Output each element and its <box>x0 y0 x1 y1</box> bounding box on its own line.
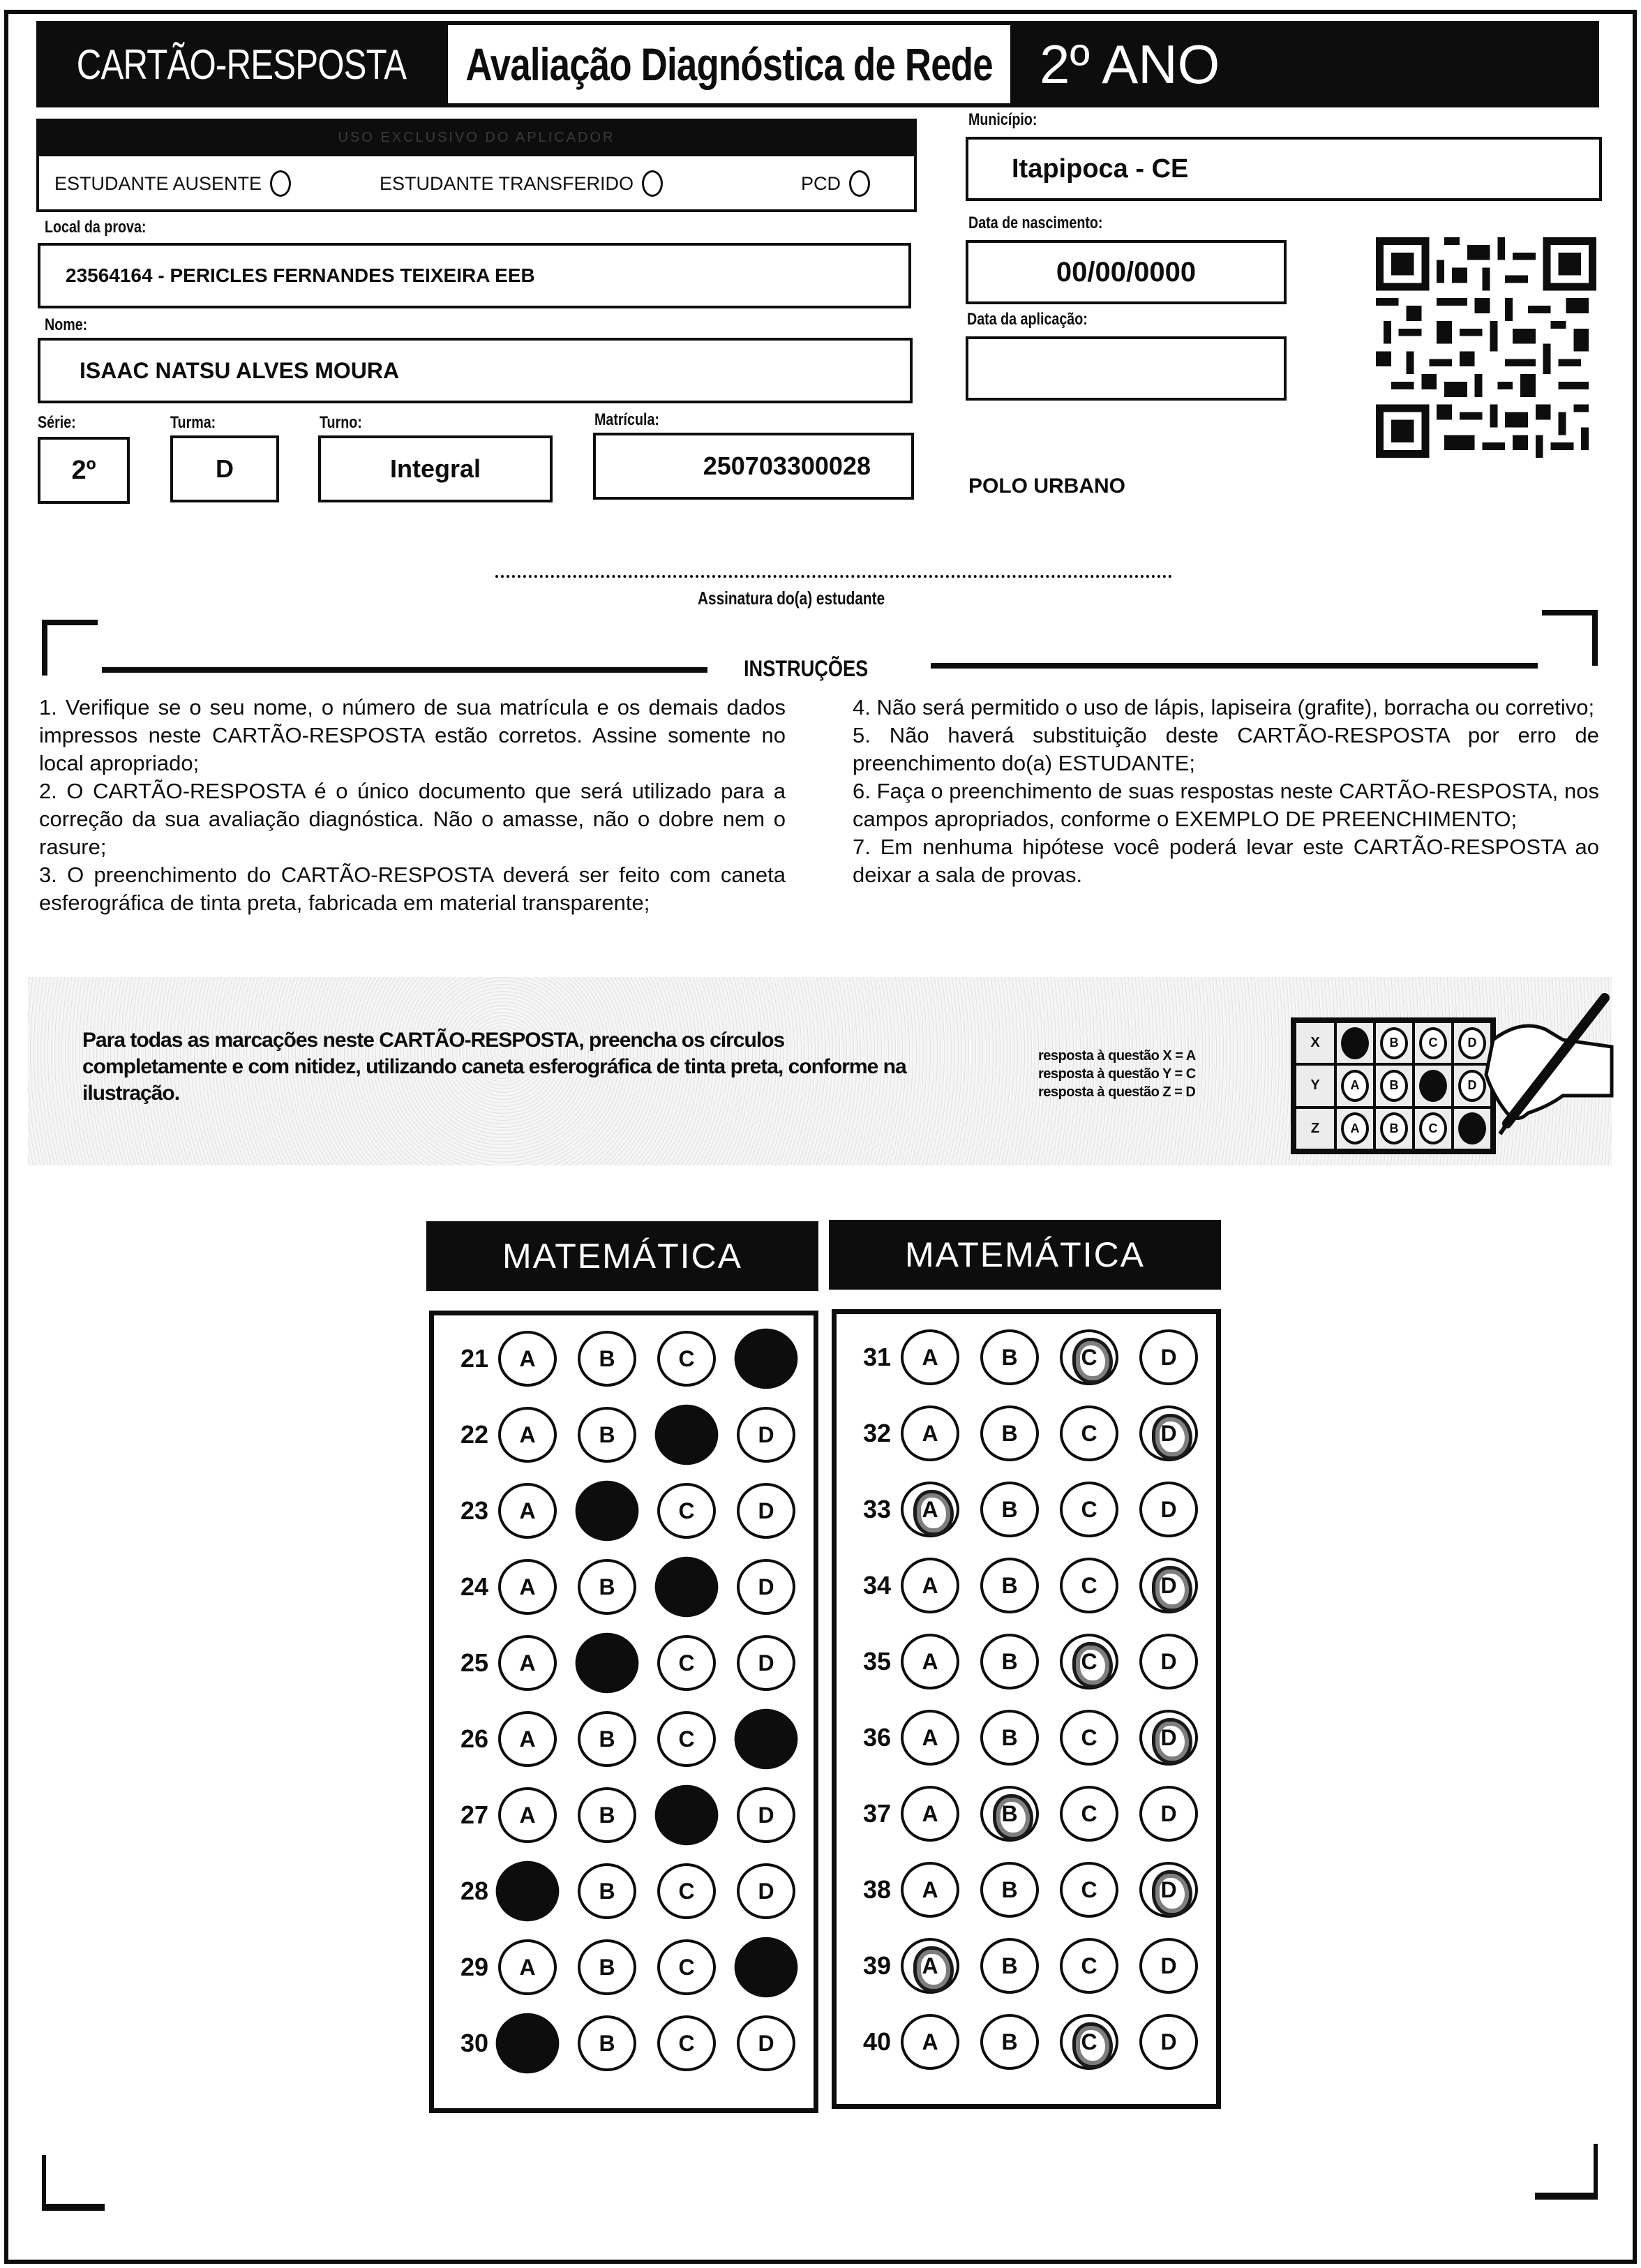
answer-bubble-d[interactable]: D <box>737 1863 795 1919</box>
local-label: Local da prova: <box>45 218 147 237</box>
answer-bubble-a[interactable]: A <box>901 1862 959 1918</box>
instruction-item: 2. O CARTÃO-RESPOSTA é o único documento que será utilizado para a correção da sua avaliação diagnóstica. Não o amasse, não o dobre nem o rasure; <box>39 779 786 859</box>
answer-bubble-a[interactable]: A <box>901 1786 959 1842</box>
answer-bubble-b[interactable]: B <box>578 2015 636 2071</box>
legend-line: resposta à questão Z = D <box>1038 1084 1196 1100</box>
answer-bubble-b[interactable]: B <box>980 1558 1039 1613</box>
nome-field <box>38 338 913 403</box>
instruction-item: 3. O preenchimento do CARTÃO-RESPOSTA deverá ser feito com caneta esferográfica de tinta preta, fabricada em material transparente; <box>39 863 786 915</box>
answer-bubble-a-marked[interactable]: A <box>901 1938 959 1994</box>
answer-bubble-d[interactable]: D <box>1139 2014 1198 2070</box>
answer-bubble-d-marked[interactable]: D <box>735 1937 798 1997</box>
example-bubble: B <box>1380 1112 1408 1144</box>
answer-grid-left <box>429 1311 818 2113</box>
municipio-field <box>966 137 1602 201</box>
instructions-title: INSTRUÇÕES <box>744 656 869 681</box>
serie-value: 2º <box>71 455 96 485</box>
matricula-field <box>593 433 914 500</box>
answer-bubble-a[interactable]: A <box>901 1405 959 1461</box>
question-row <box>837 1779 1198 1849</box>
example-text: Para todas as marcações neste CARTÃO-RESPOSTA, preencha os círculos completamente e com nitidez, utilizando caneta esferográfica de tinta preta, conforme na ilustração. <box>82 1029 906 1105</box>
question-number: 32 <box>862 1419 891 1447</box>
turma-field <box>170 435 279 502</box>
question-row <box>434 1400 795 1470</box>
serie-field <box>38 437 130 504</box>
answer-bubble-d[interactable]: D <box>737 1407 795 1463</box>
question-row <box>434 1476 795 1546</box>
answer-bubble-b[interactable]: B <box>980 1710 1039 1766</box>
answer-bubble-b[interactable]: B <box>980 1329 1039 1385</box>
answer-bubble-c[interactable]: C <box>657 1939 716 1995</box>
signature-line[interactable] <box>495 575 1172 578</box>
answer-bubble-d[interactable]: D <box>737 1483 795 1539</box>
signature-label: Assinatura do(a) estudante <box>698 588 885 609</box>
answer-bubble-d-marked[interactable]: D <box>735 1709 798 1769</box>
answer-bubble-d-marked[interactable]: D <box>1139 1405 1198 1461</box>
answer-bubble-a[interactable]: A <box>498 1331 557 1387</box>
question-number: 37 <box>862 1799 891 1828</box>
answer-bubble-c[interactable]: C <box>1060 1482 1118 1537</box>
section-header-right: MATEMÁTICA <box>829 1220 1221 1290</box>
question-number: 34 <box>862 1571 891 1599</box>
answer-bubble-c-marked[interactable]: C <box>655 1557 719 1617</box>
aplicacao-field <box>966 336 1287 401</box>
example-bubble: B <box>1380 1070 1408 1102</box>
answer-bubble-d-marked[interactable]: D <box>1139 1862 1198 1918</box>
answer-bubble-a[interactable]: A <box>498 1559 557 1615</box>
answer-bubble-a[interactable]: A <box>498 1483 557 1539</box>
question-number: 33 <box>862 1495 891 1523</box>
question-number: 29 <box>460 1953 488 1981</box>
answer-bubble-c-marked[interactable]: C <box>655 1405 719 1465</box>
nome-value: ISAAC NATSU ALVES MOURA <box>80 357 400 383</box>
legend-line: resposta à questão X = A <box>1038 1048 1196 1064</box>
example-question-label: Z <box>1295 1107 1335 1150</box>
exam-title-box <box>448 25 1010 103</box>
question-number: 28 <box>460 1877 488 1905</box>
question-number: 35 <box>862 1647 891 1676</box>
answer-bubble-b[interactable]: B <box>980 2014 1039 2070</box>
instruction-item: 1. Verifique se o seu nome, o número de sua matrícula e os demais dados impressos neste CARTÃO-RESPOSTA estão corretos. Assine somente no local apropriado; <box>39 695 786 775</box>
answer-bubble-b[interactable]: B <box>578 1559 636 1615</box>
answer-bubble-d-marked[interactable]: D <box>735 1329 798 1389</box>
qr-code-icon <box>1376 237 1596 458</box>
legend-line: resposta à questão Y = C <box>1038 1066 1196 1082</box>
question-row <box>837 2007 1198 2077</box>
answer-bubble-b[interactable]: B <box>578 1407 636 1463</box>
question-number: 39 <box>862 1951 891 1980</box>
example-bubble: C <box>1419 1112 1447 1144</box>
answer-bubble-c[interactable]: C <box>657 1711 716 1767</box>
answer-bubble-b[interactable]: B <box>578 1787 636 1843</box>
radio-circle-icon[interactable] <box>270 170 291 197</box>
answer-bubble-c-marked[interactable]: C <box>1060 1634 1118 1689</box>
option-label: PCD <box>801 172 841 194</box>
answer-bubble-d[interactable]: D <box>737 1559 795 1615</box>
local-field <box>38 243 911 308</box>
answer-bubble-b-marked[interactable]: B <box>980 1786 1039 1842</box>
answer-bubble-a[interactable]: A <box>498 1787 557 1843</box>
answer-bubble-b[interactable]: B <box>578 1331 636 1387</box>
answer-bubble-b[interactable]: B <box>980 1634 1039 1689</box>
question-row <box>434 1324 795 1394</box>
answer-bubble-d[interactable]: D <box>1139 1482 1198 1537</box>
answer-bubble-d[interactable]: D <box>1139 1634 1198 1689</box>
answer-bubble-a[interactable]: A <box>498 1407 557 1463</box>
answer-bubble-c[interactable]: C <box>1060 1558 1118 1613</box>
question-row <box>837 1931 1198 2001</box>
question-row <box>434 1780 795 1850</box>
answer-bubble-c[interactable]: C <box>1060 1405 1118 1461</box>
answer-bubble-c[interactable]: C <box>1060 1862 1118 1918</box>
question-number: 36 <box>862 1723 891 1752</box>
answer-bubble-a[interactable]: A <box>498 1635 557 1691</box>
question-row <box>837 1855 1198 1925</box>
answer-bubble-a-marked[interactable]: A <box>496 2013 560 2073</box>
option-label: ESTUDANTE AUSENTE <box>54 172 262 194</box>
instruction-item: 7. Em nenhuma hipótese você poderá levar este CARTÃO-RESPOSTA ao deixar a sala de provas. <box>853 835 1599 887</box>
option-estudante-ausente[interactable] <box>54 170 291 197</box>
answer-bubble-a[interactable]: A <box>901 1558 959 1613</box>
instructions-right-column <box>853 694 1599 889</box>
example-bubble-filled <box>1419 1070 1447 1102</box>
aplicador-strip: USO EXCLUSIVO DO APLICADOR <box>36 119 917 156</box>
question-number: 22 <box>460 1420 488 1449</box>
answer-bubble-d[interactable]: D <box>737 1635 795 1691</box>
question-number: 24 <box>460 1572 488 1601</box>
question-row <box>837 1322 1198 1392</box>
instruction-item: 6. Faça o preenchimento de suas respostas neste CARTÃO-RESPOSTA, nos campos apropriados, conforme o EXEMPLO DE PREENCHIMENTO; <box>853 779 1599 831</box>
corner-mark-top-left <box>42 620 98 676</box>
answer-bubble-b-marked[interactable]: B <box>576 1633 639 1693</box>
municipio-label: Município: <box>968 110 1037 129</box>
answer-bubble-c[interactable]: C <box>657 2015 716 2071</box>
turno-field <box>318 435 553 502</box>
instructions-left-column <box>39 694 786 917</box>
instruction-item: 5. Não haverá substituição deste CARTÃO-RESPOSTA por erro de preenchimento do(a) ESTUDANTE; <box>853 723 1599 775</box>
answer-bubble-b[interactable]: B <box>980 1482 1039 1537</box>
example-question-label: X <box>1295 1022 1335 1064</box>
municipio-value: Itapipoca - CE <box>1012 154 1189 184</box>
answer-bubble-b[interactable]: B <box>578 1939 636 1995</box>
example-bubble: D <box>1458 1027 1486 1059</box>
corner-mark-bottom-right <box>1535 2144 1598 2200</box>
answer-bubble-d[interactable]: D <box>737 1787 795 1843</box>
aplicacao-label: Data da aplicação: <box>967 310 1088 329</box>
turno-label: Turno: <box>320 413 362 432</box>
example-question-label: Y <box>1295 1064 1335 1107</box>
option-label: ESTUDANTE TRANSFERIDO <box>380 172 634 194</box>
answer-bubble-c[interactable]: C <box>657 1635 716 1691</box>
nome-label: Nome: <box>45 315 88 334</box>
answer-bubble-b-marked[interactable]: B <box>576 1481 639 1541</box>
answer-bubble-d-marked[interactable]: D <box>1139 1558 1198 1613</box>
answer-bubble-b[interactable]: B <box>578 1711 636 1767</box>
question-row <box>434 1704 795 1774</box>
nascimento-field <box>966 240 1287 304</box>
question-row <box>837 1398 1198 1468</box>
question-row <box>837 1551 1198 1620</box>
answer-bubble-c[interactable]: C <box>657 1483 716 1539</box>
answer-bubble-a[interactable]: A <box>498 1939 557 1995</box>
section-header-left: MATEMÁTICA <box>426 1221 818 1291</box>
example-bubble: A <box>1341 1070 1369 1102</box>
matricula-value: 250703300028 <box>703 452 871 480</box>
answer-bubble-c-marked[interactable]: C <box>1060 1329 1118 1385</box>
question-row <box>434 1932 795 2002</box>
answer-bubble-a[interactable]: A <box>901 1710 959 1766</box>
instructions-rule-right <box>931 663 1538 669</box>
hand-with-pen-icon <box>1479 991 1619 1151</box>
example-bubble: A <box>1341 1112 1369 1144</box>
serie-label: Série: <box>38 413 76 432</box>
answer-bubble-a-marked[interactable]: A <box>496 1861 560 1921</box>
nascimento-value: 00/00/0000 <box>1056 256 1197 288</box>
question-row <box>434 1628 795 1698</box>
question-row <box>837 1475 1198 1544</box>
example-bubble: B <box>1380 1027 1408 1059</box>
option-pcd[interactable] <box>801 170 870 197</box>
example-grid <box>1291 1017 1496 1154</box>
answer-bubble-b[interactable]: B <box>980 1862 1039 1918</box>
example-bubble: D <box>1458 1070 1486 1102</box>
question-row <box>837 1627 1198 1696</box>
grade-title: 2º ANO <box>1040 33 1220 95</box>
answer-bubble-c[interactable]: C <box>1060 1786 1118 1842</box>
question-number: 26 <box>460 1724 488 1753</box>
answer-bubble-c-marked[interactable]: C <box>655 1785 719 1845</box>
question-number: 27 <box>460 1800 488 1829</box>
local-value: 23564164 - PERICLES FERNANDES TEIXEIRA EEB <box>66 264 535 286</box>
answer-bubble-b[interactable]: B <box>980 1405 1039 1461</box>
answer-bubble-a-marked[interactable]: A <box>901 1482 959 1537</box>
answer-bubble-c[interactable]: C <box>1060 1938 1118 1994</box>
question-row <box>434 1552 795 1622</box>
example-bubble-filled <box>1341 1027 1369 1059</box>
question-row <box>837 1703 1198 1773</box>
answer-bubble-a[interactable]: A <box>498 1711 557 1767</box>
question-number: 25 <box>460 1648 488 1677</box>
question-number: 38 <box>862 1875 891 1904</box>
answer-bubble-c[interactable]: C <box>657 1863 716 1919</box>
answer-bubble-a[interactable]: A <box>901 2014 959 2070</box>
turno-value: Integral <box>389 454 481 483</box>
answer-bubble-d[interactable]: D <box>737 2015 795 2071</box>
instruction-item: 4. Não será permitido o uso de lápis, lapiseira (grafite), borracha ou corretivo; <box>853 695 1595 719</box>
radio-circle-icon[interactable] <box>849 170 870 197</box>
question-number: 40 <box>862 2027 891 2056</box>
answer-bubble-b[interactable]: B <box>980 1938 1039 1994</box>
matricula-label: Matrícula: <box>594 410 659 429</box>
exam-title: Avaliação Diagnóstica de Rede <box>465 38 993 90</box>
answer-bubble-c-marked[interactable]: C <box>1060 2014 1118 2070</box>
answer-bubble-d[interactable]: D <box>1139 1938 1198 1994</box>
example-bubble: C <box>1419 1027 1447 1059</box>
turma-label: Turma: <box>170 413 216 432</box>
question-row <box>434 2008 795 2078</box>
card-title: CARTÃO-RESPOSTA <box>76 40 407 88</box>
answer-bubble-a[interactable]: A <box>901 1329 959 1385</box>
answer-bubble-c[interactable]: C <box>1060 1710 1118 1766</box>
question-number: 30 <box>460 2029 488 2057</box>
question-number: 21 <box>460 1344 488 1373</box>
turma-value: D <box>216 454 234 483</box>
polo-label: POLO URBANO <box>968 475 1125 498</box>
corner-mark-top-right <box>1542 610 1598 666</box>
radio-circle-icon[interactable] <box>642 170 663 197</box>
answer-bubble-d[interactable]: D <box>1139 1786 1198 1842</box>
answer-bubble-c[interactable]: C <box>657 1331 716 1387</box>
answer-bubble-d-marked[interactable]: D <box>1139 1710 1198 1766</box>
corner-mark-bottom-left <box>42 2155 105 2211</box>
option-estudante-transferido[interactable] <box>380 170 663 197</box>
answer-bubble-d[interactable]: D <box>1139 1329 1198 1385</box>
question-row <box>434 1856 795 1926</box>
question-number: 31 <box>862 1343 891 1371</box>
example-legend <box>1038 1047 1196 1101</box>
question-number: 23 <box>460 1496 488 1525</box>
answer-bubble-b[interactable]: B <box>578 1863 636 1919</box>
answer-grid-right <box>832 1309 1221 2109</box>
nascimento-label: Data de nascimento: <box>968 214 1103 232</box>
answer-bubble-a[interactable]: A <box>901 1634 959 1689</box>
instructions-rule-left <box>102 667 707 673</box>
